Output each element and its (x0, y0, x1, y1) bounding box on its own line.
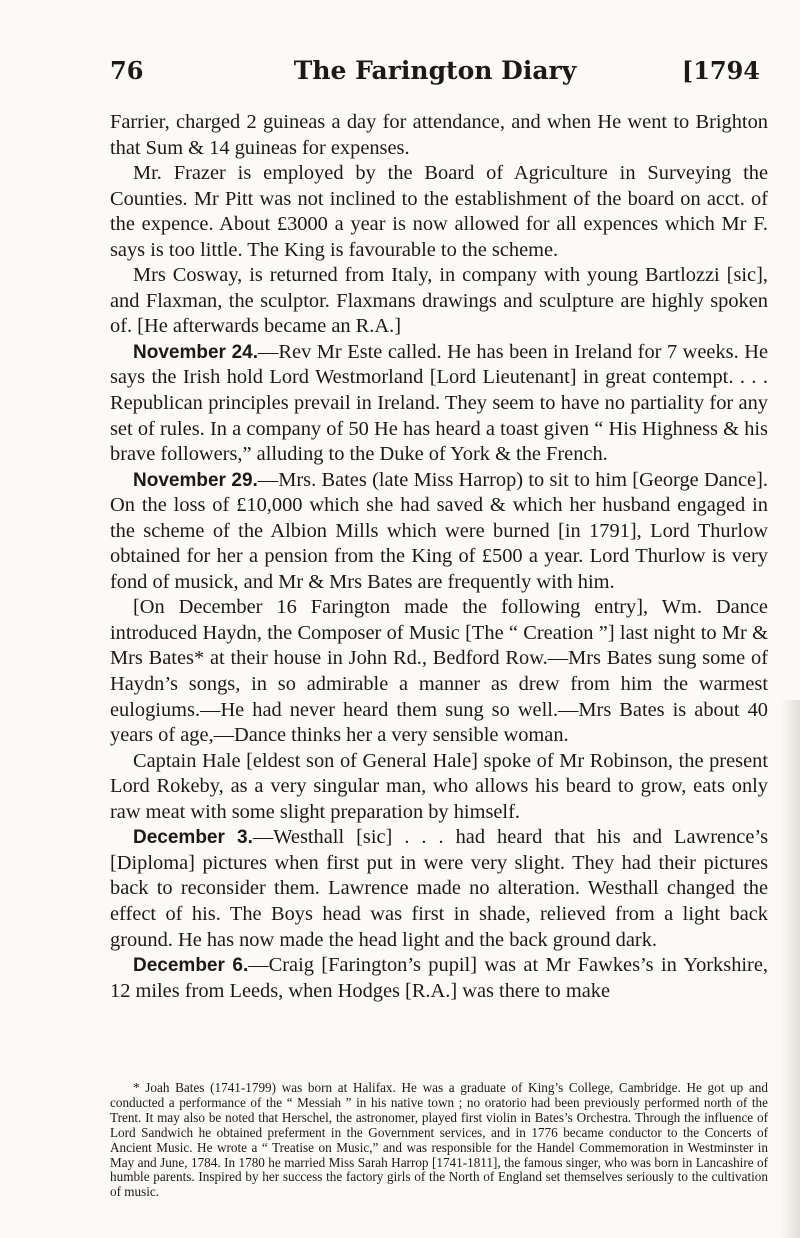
entry-date: December 3. (133, 827, 253, 849)
main-text (110, 110, 768, 1004)
paragraph-4 (110, 340, 768, 468)
entry-text: —Mrs. Bates (late Miss Harrop) to sit to him [George Dance]. On the loss of £10,000 which she had saved & which her husband engaged in the scheme of the Albion Mills which were burned [in 1791], Lord Thurlow obtained for her a pension from the King of £500 a year. Lord Thurlow is very fond of musick, and Mr & Mrs Bates are frequently with him. (110, 468, 768, 593)
footnote-text: * Joah Bates (1741-1799) was born at Halifax. He was a graduate of King’s College, Cambridge. He got up and conducted a performance of the “ Messiah ” in his native town ; no oratorio had been previously performed north of the Trent. It may also be noted that Herschel, the astronomer, played first violin in Bates’s Orchestra. Through the influence of Lord Sandwich he obtained preferment in the Government services, and in 1776 became conductor to the Concerts of Ancient Music. He wrote a “ Treatise on Music,” and was responsible for the Handel Commemoration in Westminster in May and June, 1784. In 1780 he married Miss Sarah Harrop [1741-1811], the famous singer, who was born in Lancashire of humble parents. Inspired by her success the factory girls of the North of England set themselves seriously to the cultivation of music. (110, 1080, 768, 1200)
page-header (110, 56, 760, 92)
paragraph-8 (110, 825, 768, 953)
paragraph-3: Mrs Cosway, is returned from Italy, in company with young Bartlozzi [sic], and Flaxman, the sculptor. Flaxmans drawings and sculpture are highly spoken of. [He afterwards became an R.A.] (110, 264, 768, 338)
paragraph-7: Captain Hale [eldest son of General Hale] spoke of Mr Robinson, the present Lord Rokeby, as a very singular man, who allows his beard to grow, eats only raw meat with some slight preparation by himself. (110, 749, 768, 823)
paragraph-9 (110, 953, 768, 1004)
entry-date: November 29. (133, 469, 258, 491)
paragraph-1: Farrier, charged 2 guineas a day for attendance, and when He went to Brighton that Sum & 14 guineas for expenses. (110, 111, 768, 159)
paragraph-6: [On December 16 Farington made the following entry], Wm. Dance introduced Haydn, the Composer of Music [The “ Creation ”] last night to Mr & Mrs Bates* at their house in John Rd., Bedford Row.—Mrs Bates sung some of Haydn’s songs, in so admirable a manner as drew from him the warmest eulogiums.—He had never heard them sung so well.—Mrs Bates is about 40 years of age,—Dance thinks her a very sensible woman. (110, 596, 768, 747)
running-title: The Farington Diary (293, 56, 577, 85)
footnote (110, 1081, 768, 1200)
paragraph-5 (110, 468, 768, 596)
year-tag: [1794 (681, 56, 760, 85)
page-edge-shadow (780, 700, 800, 1238)
entry-text: —Rev Mr Este called. He has been in Ireland for 7 weeks. He says the Irish hold Lord Westmorland [Lord Lieutenant] in great contempt. . . . Republican principles prevail in Ireland. They seem to have no partiality for any set of rules. In a company of 50 He has heard a toast given “ His Highness & his brave followers,” alluding to the Duke of York & the French. (110, 340, 768, 466)
entry-date: December 6. (133, 955, 249, 977)
page-number: 76 (110, 56, 144, 85)
entry-text: —Westhall [sic] . . . had heard that his and Lawrence’s [Diploma] pictures when first put in were very slight. They had their pictures back to reconsider them. Lawrence made no alteration. Westhall changed the effect of his. The Boys head was first in shade, relieved from a light back ground. He has now made the head light and the back ground dark. (110, 826, 769, 951)
entry-date: November 24. (133, 341, 259, 363)
paragraph-2: Mr. Frazer is employed by the Board of Agriculture in Surveying the Counties. Mr Pitt was not inclined to the establishment of the board on acct. of the expence. About £3000 a year is now allowed for all expences which Mr F. says is too little. The King is favourable to the scheme. (110, 162, 768, 261)
entry-text: —Craig [Farington’s pupil] was at Mr Fawkes’s in Yorkshire, 12 miles from Leeds, when Hodges [R.A.] was there to make (110, 954, 768, 1002)
